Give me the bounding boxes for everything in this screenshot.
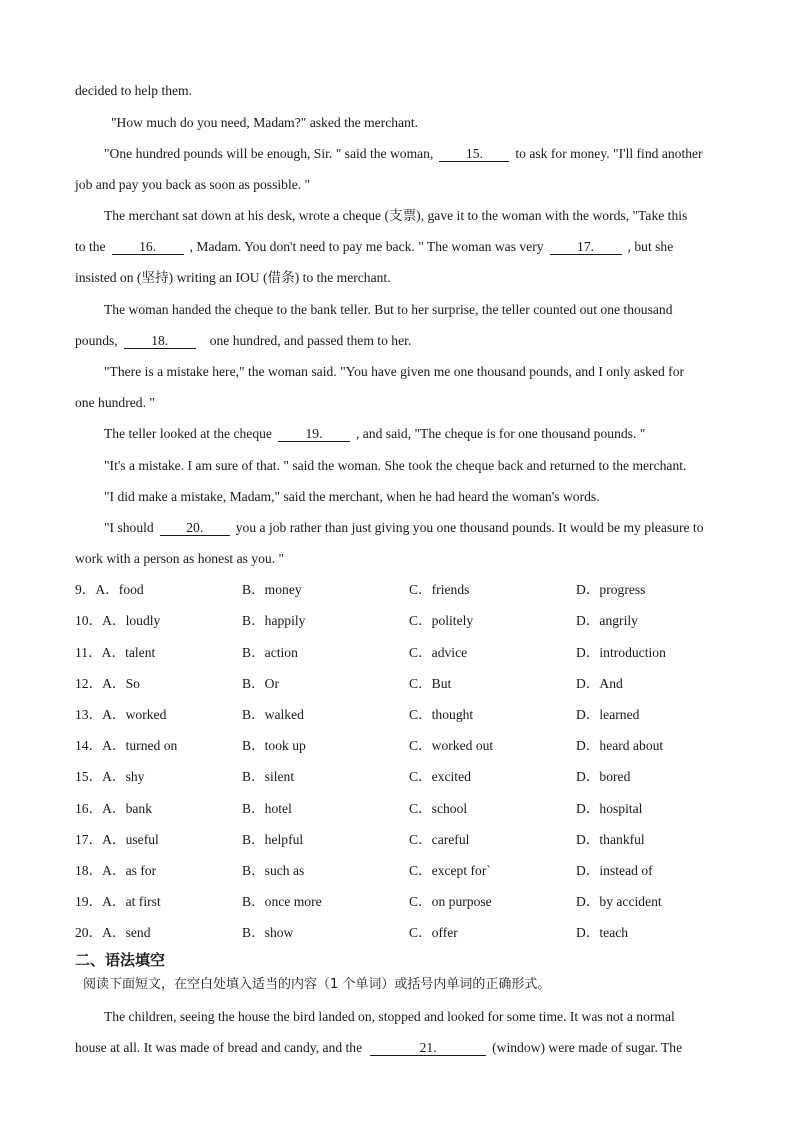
- text: house at all. It was made of bread and candy, and the: [75, 1040, 363, 1055]
- text: you a job rather than just giving you one thousand pounds. It would be my pleasure to: [235, 520, 704, 535]
- text: to the: [75, 239, 106, 254]
- passage-line: [75, 550, 753, 568]
- option-b[interactable]: B．hotel: [242, 801, 292, 816]
- passage-line: [104, 301, 753, 319]
- blank-17[interactable]: 17.: [550, 239, 622, 255]
- passage-line: [104, 488, 753, 506]
- option-b[interactable]: B．Or: [242, 676, 280, 691]
- option-b[interactable]: B．money: [242, 582, 302, 597]
- blank-21[interactable]: 21.: [370, 1040, 486, 1056]
- passage-line: [104, 1008, 753, 1026]
- text: The teller looked at the cheque: [104, 426, 272, 441]
- text: "I should: [104, 520, 154, 535]
- option-a[interactable]: 9．A．food: [75, 582, 144, 597]
- option-c[interactable]: C．advice: [409, 645, 468, 660]
- option-d[interactable]: D．progress: [576, 582, 646, 597]
- option-row-19: [75, 893, 775, 911]
- option-b[interactable]: B．once more: [242, 894, 322, 909]
- text: "How much do you need, Madam?" asked the merchant.: [111, 115, 419, 130]
- option-row-20: [75, 924, 775, 942]
- text: , but she: [627, 239, 674, 254]
- option-c[interactable]: C．on purpose: [409, 894, 492, 909]
- option-d[interactable]: D．heard about: [576, 738, 664, 753]
- passage-line: [104, 145, 753, 163]
- text: one hundred. ": [75, 395, 155, 410]
- option-b[interactable]: B．helpful: [242, 832, 304, 847]
- passage-line: [75, 1039, 753, 1057]
- blank-20[interactable]: 20.: [160, 520, 230, 536]
- text: job and pay you back as soon as possible. ": [75, 177, 311, 192]
- text: decided to help them.: [75, 83, 193, 98]
- passage-line: [75, 238, 753, 256]
- option-c[interactable]: C．excited: [409, 769, 471, 784]
- passage-line: [104, 457, 753, 475]
- option-c[interactable]: C．school: [409, 801, 468, 816]
- option-b[interactable]: B．happily: [242, 613, 306, 628]
- option-row-17: [75, 831, 775, 849]
- blank-16[interactable]: 16.: [112, 239, 184, 255]
- passage-line: [75, 269, 753, 287]
- section-instruction: 阅读下面短文，在空白处填入适当的内容（1 个单词）或括号内单词的正确形式。: [83, 977, 551, 992]
- passage-line: [75, 394, 753, 412]
- option-row-18: [75, 862, 775, 880]
- option-b[interactable]: B．walked: [242, 707, 304, 722]
- option-c[interactable]: C．thought: [409, 707, 474, 722]
- option-a[interactable]: 12．A．So: [75, 676, 140, 691]
- option-a[interactable]: 10．A．loudly: [75, 613, 161, 628]
- option-row-10: [75, 612, 775, 630]
- option-a[interactable]: 13．A．worked: [75, 707, 167, 722]
- option-a[interactable]: 15．A．shy: [75, 769, 145, 784]
- text: , and said, "The cheque is for one thousand pounds. ": [355, 426, 646, 441]
- blank-15[interactable]: 15.: [439, 146, 509, 162]
- passage-line: [75, 176, 753, 194]
- option-a[interactable]: 19．A．at first: [75, 894, 161, 909]
- text: "There is a mistake here," the woman said. "You have given me one thousand pounds, and I only asked for: [104, 364, 685, 379]
- text: The woman handed the cheque to the bank teller. But to her surprise, the teller counted out one thousand: [104, 302, 673, 317]
- option-c[interactable]: C．careful: [409, 832, 470, 847]
- text: "I did make a mistake, Madam," said the merchant, when he had heard the woman's words.: [104, 489, 600, 504]
- option-c[interactable]: C．politely: [409, 613, 474, 628]
- option-a[interactable]: 17．A．useful: [75, 832, 159, 847]
- option-row-16: [75, 800, 775, 818]
- text: work with a person as honest as you. ": [75, 551, 285, 566]
- option-c[interactable]: C．worked out: [409, 738, 494, 753]
- passage-line: [104, 363, 753, 381]
- option-c[interactable]: C．except for`: [409, 863, 491, 878]
- option-a[interactable]: 20．A．send: [75, 925, 151, 940]
- passage-line: [104, 425, 753, 443]
- text: The children, seeing the house the bird landed on, stopped and looked for some time. It was not a normal: [104, 1009, 675, 1024]
- option-b[interactable]: B．such as: [242, 863, 305, 878]
- passage-line: [75, 82, 753, 100]
- text: (window) were made of sugar. The: [492, 1040, 683, 1055]
- passage-line: [111, 114, 753, 132]
- option-row-15: [75, 768, 775, 786]
- section-heading: 二、语法填空: [75, 951, 166, 969]
- option-d[interactable]: D．by accident: [576, 894, 662, 909]
- option-b[interactable]: B．took up: [242, 738, 306, 753]
- option-d[interactable]: D．angrily: [576, 613, 638, 628]
- option-row-11: [75, 644, 775, 662]
- blank-18[interactable]: 18.: [124, 333, 196, 349]
- option-b[interactable]: B．action: [242, 645, 298, 660]
- option-d[interactable]: D．And: [576, 676, 623, 691]
- option-row-14: [75, 737, 775, 755]
- option-c[interactable]: C．friends: [409, 582, 470, 597]
- text: The merchant sat down at his desk, wrote a cheque (支票), gave it to the woman with the words, "Take this: [104, 208, 688, 223]
- option-b[interactable]: B．silent: [242, 769, 295, 784]
- option-c[interactable]: C．offer: [409, 925, 458, 940]
- option-row-13: [75, 706, 775, 724]
- option-row-12: [75, 675, 775, 693]
- option-c[interactable]: C．But: [409, 676, 452, 691]
- option-d[interactable]: D．instead of: [576, 863, 653, 878]
- option-a[interactable]: 14．A．turned on: [75, 738, 178, 753]
- passage-line: [104, 519, 753, 537]
- text: pounds,: [75, 333, 118, 348]
- text: "It's a mistake. I am sure of that. " said the woman. She took the cheque back and returned to the merchant.: [104, 458, 687, 473]
- passage-line: [75, 332, 753, 350]
- option-d[interactable]: D．thankful: [576, 832, 645, 847]
- option-d[interactable]: D．introduction: [576, 645, 666, 660]
- option-d[interactable]: D．teach: [576, 925, 629, 940]
- text: , Madam. You don't need to pay me back. " The woman was very: [189, 239, 544, 254]
- option-a[interactable]: 11．A．talent: [75, 645, 156, 660]
- option-b[interactable]: B．show: [242, 925, 294, 940]
- text: to ask for money. "I'll find another: [515, 146, 703, 161]
- text: "One hundred pounds will be enough, Sir. " said the woman,: [104, 146, 434, 161]
- option-d[interactable]: D．bored: [576, 769, 631, 784]
- passage-line: [104, 207, 753, 225]
- option-d[interactable]: D．hospital: [576, 801, 643, 816]
- option-d[interactable]: D．learned: [576, 707, 640, 722]
- option-a[interactable]: 18．A．as for: [75, 863, 157, 878]
- blank-19[interactable]: 19.: [278, 426, 350, 442]
- option-row-9: [75, 581, 775, 599]
- option-a[interactable]: 16．A．bank: [75, 801, 153, 816]
- text: insisted on (坚持) writing an IOU (借条) to the merchant.: [75, 270, 391, 285]
- text: one hundred, and passed them to her.: [209, 333, 412, 348]
